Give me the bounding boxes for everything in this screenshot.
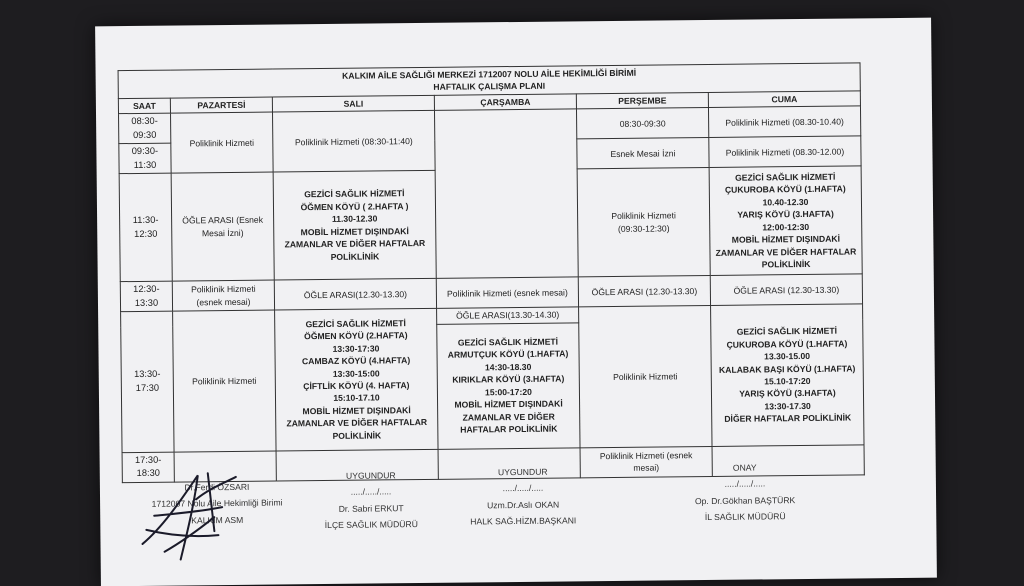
cell-line: CAMBAZ KÖYÜ (4.HAFTA) [301, 355, 411, 367]
signature-line: ONAY [732, 462, 757, 473]
cell-line: 15:00-17:20 [484, 386, 532, 398]
carsamba-morning-cell [434, 109, 578, 278]
title-line-1: KALKIM AİLE SAĞLIĞI MERKEZİ 1712007 NOLU AİLE HEKİMLİĞİ BİRİMİ [342, 67, 637, 81]
col-cuma: CUMA [708, 91, 860, 108]
cell-line: GEZİCİ SAĞLIK HİZMETİ [305, 317, 406, 329]
cell-line: ÖĞMEN KÖYÜ (2.HAFTA) [304, 330, 408, 342]
signature-line: ...../...../..... [724, 478, 766, 490]
document-page [95, 18, 937, 586]
col-persembe: PERŞEMBE [576, 92, 708, 109]
cell-line: MOBİL HİZMET DIŞINDAKİ [300, 225, 409, 237]
weekly-schedule-table [118, 62, 865, 482]
saat-cell: 17:30-18:30 [122, 452, 174, 482]
cuma-cell: Poliklinik Hizmeti (08.30-12.00) [709, 136, 861, 168]
signature-line: ...../...../..... [502, 483, 544, 494]
cell-line [438, 193, 575, 194]
cell-line: Mesai İzni) [201, 227, 244, 239]
cell-line: POLİKLİNİK [330, 251, 380, 262]
signature-line: Dr.Ferdi ÖZSARI [184, 481, 250, 493]
persembe-cell: Poliklinik Hizmeti [579, 306, 712, 448]
cell-line: GEZİCİ SAĞLIK HİZMETİ [735, 171, 836, 183]
signature-line: 1712007 Nolu Aile Hekimliği Birimi [151, 497, 283, 510]
col-carsamba: ÇARŞAMBA [434, 94, 576, 111]
cuma-cell: ÖĞLE ARASI (12.30-13.30) [710, 274, 862, 306]
saat-cell: 09:30-11:30 [119, 143, 171, 173]
signature-block-ilce [296, 467, 447, 534]
persembe-cell: Esnek Mesai İzni [577, 138, 709, 169]
title-line-2: HAFTALIK ÇALIŞMA PLANI [433, 81, 546, 93]
cell-line: 14:30-18.30 [484, 361, 532, 373]
cell-line: ÇUKUROBA KÖYÜ (1.HAFTA) [726, 338, 848, 350]
signature-block-il-saglik [660, 459, 831, 526]
cell-line: HAFTALAR POLİKLİNİK [460, 423, 558, 435]
cell-line: 15:10-17.10 [333, 392, 380, 404]
cell-line: KALABAK BAŞI KÖYÜ (1.HAFTA) [718, 362, 856, 375]
pazartesi-cell: Poliklinik Hizmeti [173, 310, 276, 452]
cell-line: GEZİCİ SAĞLIK HİZMETİ [304, 188, 405, 200]
cell-line: Poliklinik Hizmeti [191, 284, 256, 295]
persembe-cell [577, 168, 710, 277]
cell-line: KIRIKLAR KÖYÜ (3.HAFTA) [452, 373, 565, 385]
cell-line: ZAMANLAR VE DİĞER HAFTALAR [715, 246, 857, 258]
cell-line: 15.10-17:20 [764, 375, 811, 387]
col-pazartesi: PAZARTESİ [170, 97, 272, 114]
cell-line: mesai) [633, 462, 660, 473]
col-saat: SAAT [118, 98, 170, 114]
pazartesi-cell [172, 280, 274, 311]
cell-line [438, 193, 575, 194]
carsamba-cell [437, 323, 580, 449]
signature-line: Uzm.Dr.Aslı OKAN [487, 499, 560, 510]
persembe-cell: 08:30-09:30 [576, 108, 708, 139]
cell-line: MOBİL HİZMET DIŞINDAKİ [731, 233, 841, 245]
cell-line: ÖĞMEN KÖYÜ ( 2.HAFTA ) [300, 200, 409, 213]
sali-cell [275, 309, 438, 451]
signature-line: İLÇE SAĞLIK MÜDÜRÜ [324, 519, 418, 530]
cell-line: GEZİCİ SAĞLIK HİZMETİ [457, 336, 559, 348]
cell-line: ZAMANLAR VE DİĞER [462, 411, 555, 423]
cell-line: MOBİL HİZMET DIŞINDAKİ [454, 398, 563, 410]
cell-line: ARMUTÇUK KÖYÜ (1.HAFTA) [447, 348, 569, 361]
signature-line: HALK SAĞ.HİZM.BAŞKANI [470, 515, 577, 527]
cell-line: 13:30-17.30 [764, 400, 811, 412]
carsamba-cell: ÖĞLE ARASI(13.30-14.30) [437, 307, 579, 324]
persembe-cell: ÖĞLE ARASI (12.30-13.30) [578, 276, 710, 307]
signature-block-halk-sagligi [448, 463, 599, 530]
cell-line: DİĞER HAFTALAR POLİKLİNİK [724, 412, 852, 425]
pazartesi-cell: Poliklinik Hizmeti [171, 112, 274, 173]
saat-cell: 12:30-13:30 [120, 281, 172, 312]
cell-line: 13:30-15:00 [332, 367, 380, 379]
signature-line: İL SAĞLIK MÜDÜRÜ [704, 511, 786, 523]
handwritten-signature-icon [124, 455, 245, 566]
cell-line: ÖĞLE ARASI (Esnek [182, 214, 264, 226]
signature-line: ...../...../..... [350, 486, 392, 498]
saat-cell: 13:30-17:30 [121, 311, 174, 452]
cuma-cell [709, 166, 862, 276]
cuma-cell [711, 304, 864, 446]
cell-line: 13.30-15.00 [764, 350, 811, 362]
cell-line: 12:00-12:30 [762, 221, 810, 233]
cell-line: Poliklinik Hizmeti [611, 210, 676, 222]
cell-line: POLİKLİNİK [332, 430, 382, 441]
saat-cell: 11:30-12:30 [119, 173, 172, 282]
sali-cell: Poliklinik Hizmeti (08:30-11:40) [273, 111, 436, 173]
signature-line: Dr. Sabri ERKUT [338, 502, 404, 514]
saat-cell: 08:30-09:30 [119, 113, 171, 143]
cell-line: POLİKLİNİK [761, 259, 811, 270]
cell-line: (esnek mesai) [196, 296, 251, 308]
cell-line: YARIŞ KÖYÜ (3.HAFTA) [739, 388, 836, 400]
pazartesi-cell [171, 172, 274, 281]
carsamba-cell: Poliklinik Hizmeti (esnek mesai) [436, 277, 578, 308]
cell-line: GEZİCİ SAĞLIK HİZMETİ [736, 325, 837, 337]
cell-line: 11.30-12.30 [331, 213, 378, 225]
cuma-cell: Poliklinik Hizmeti (08.30-10.40) [708, 106, 860, 138]
cell-line: 13:30-17:30 [332, 343, 380, 354]
col-sali: SALI [272, 95, 434, 112]
cell-line: (09:30-12:30) [617, 223, 670, 234]
signature-line: Op. Dr.Gökhan BAŞTÜRK [694, 494, 796, 506]
sali-cell [273, 171, 436, 281]
sali-cell: ÖĞLE ARASI(12.30-13.30) [274, 279, 436, 311]
signature-line: KALKIM ASM [191, 514, 244, 526]
signature-line: UYGUNDUR [345, 470, 396, 481]
cell-line: Poliklinik Hizmeti (esnek [599, 449, 693, 461]
cell-line: YARIŞ KÖYÜ (3.HAFTA) [737, 208, 834, 220]
cell-line: MOBİL HİZMET DIŞINDAKİ [302, 404, 411, 417]
signature-line: UYGUNDUR [497, 466, 548, 478]
cell-line: ÇİFTLİK KÖYÜ (4. HAFTA) [303, 380, 410, 392]
cell-line: ÇUKUROBA KÖYÜ (1.HAFTA) [724, 183, 846, 196]
cell-line: ZAMANLAR VE DİĞER HAFTALAR [286, 417, 428, 429]
cell-line: 10.40-12.30 [762, 196, 809, 208]
cell-line: ZAMANLAR VE DİĞER HAFTALAR [284, 238, 426, 250]
